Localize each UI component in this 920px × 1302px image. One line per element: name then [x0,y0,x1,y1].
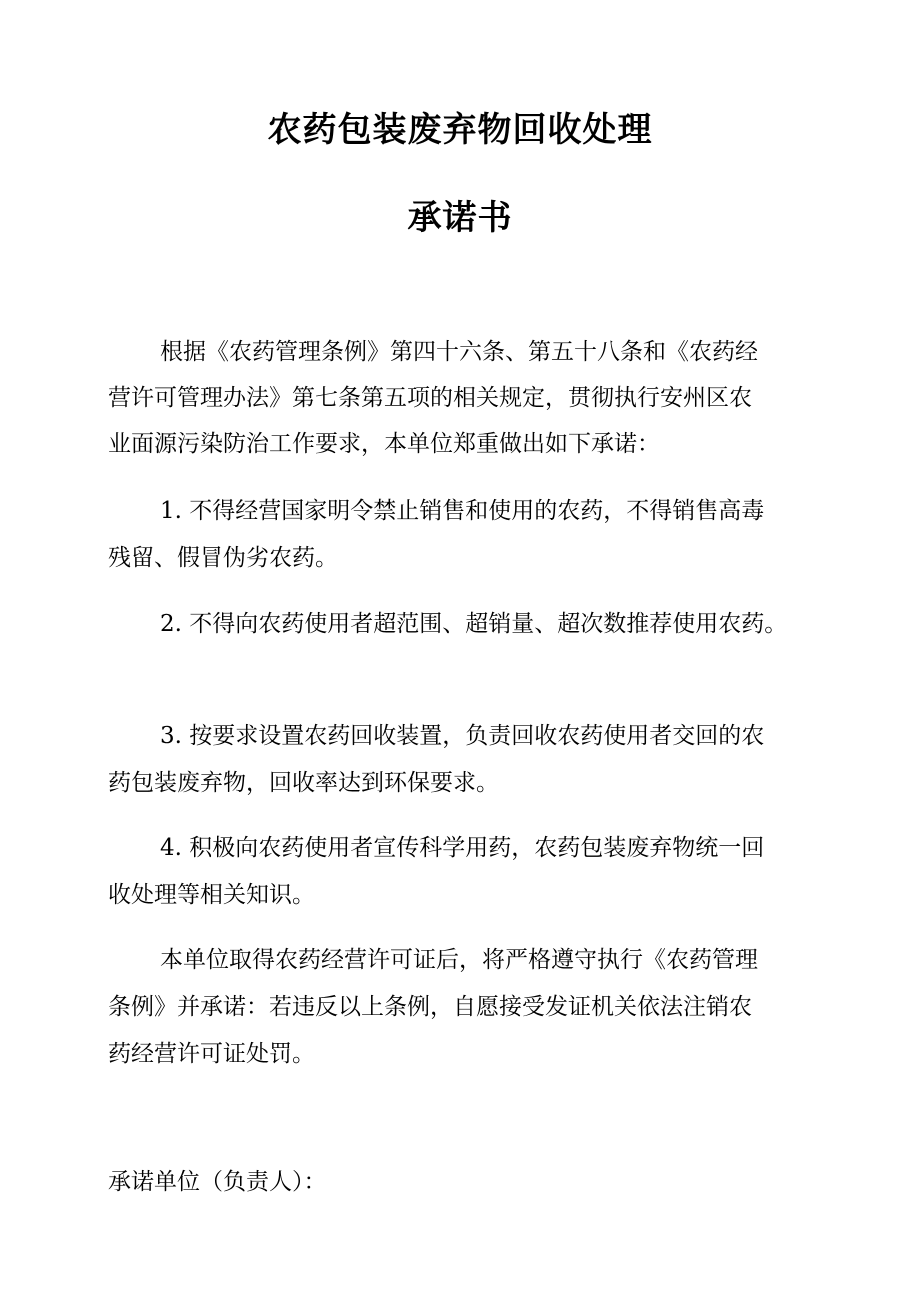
intro-line-2: 营许可管理办法》第七条第五项的相关规定，贯彻执行安州区农 [108,385,752,411]
item-3-line-1: 3. 按要求设置农药回收装置，负责回收农药使用者交回的农 [160,723,765,749]
signature-label: 承诺单位（负责人）： [108,1169,327,1195]
document-title: 农药包装废弃物回收处理 [267,110,653,150]
item-2-line-1: 2. 不得向农药使用者超范围、超销量、超次数推荐使用农药。 [160,611,788,637]
closing-line-3: 药经营许可证处罚。 [108,1041,315,1067]
item-4-line-1: 4. 积极向农药使用者宣传科学用药，农药包装废弃物统一回 [160,835,765,861]
item-1-line-1: 1. 不得经营国家明令禁止销售和使用的农药，不得销售高毒 [160,498,765,524]
item-1-line-2: 残留、假冒伪劣农药。 [108,545,338,571]
document-subtitle: 承诺书 [407,198,513,238]
closing-line-2: 条例》并承诺：若违反以上条例，自愿接受发证机关依法注销农 [108,994,752,1020]
intro-line-1: 根据《农药管理条例》第四十六条、第五十八条和《农药经 [160,339,758,365]
intro-line-3: 业面源污染防治工作要求，本单位郑重做出如下承诺： [108,431,660,457]
closing-line-1: 本单位取得农药经营许可证后，将严格遵守执行《农药管理 [160,947,758,973]
item-4-line-2: 收处理等相关知识。 [108,882,315,908]
item-3-line-2: 药包装废弃物，回收率达到环保要求。 [108,770,499,796]
